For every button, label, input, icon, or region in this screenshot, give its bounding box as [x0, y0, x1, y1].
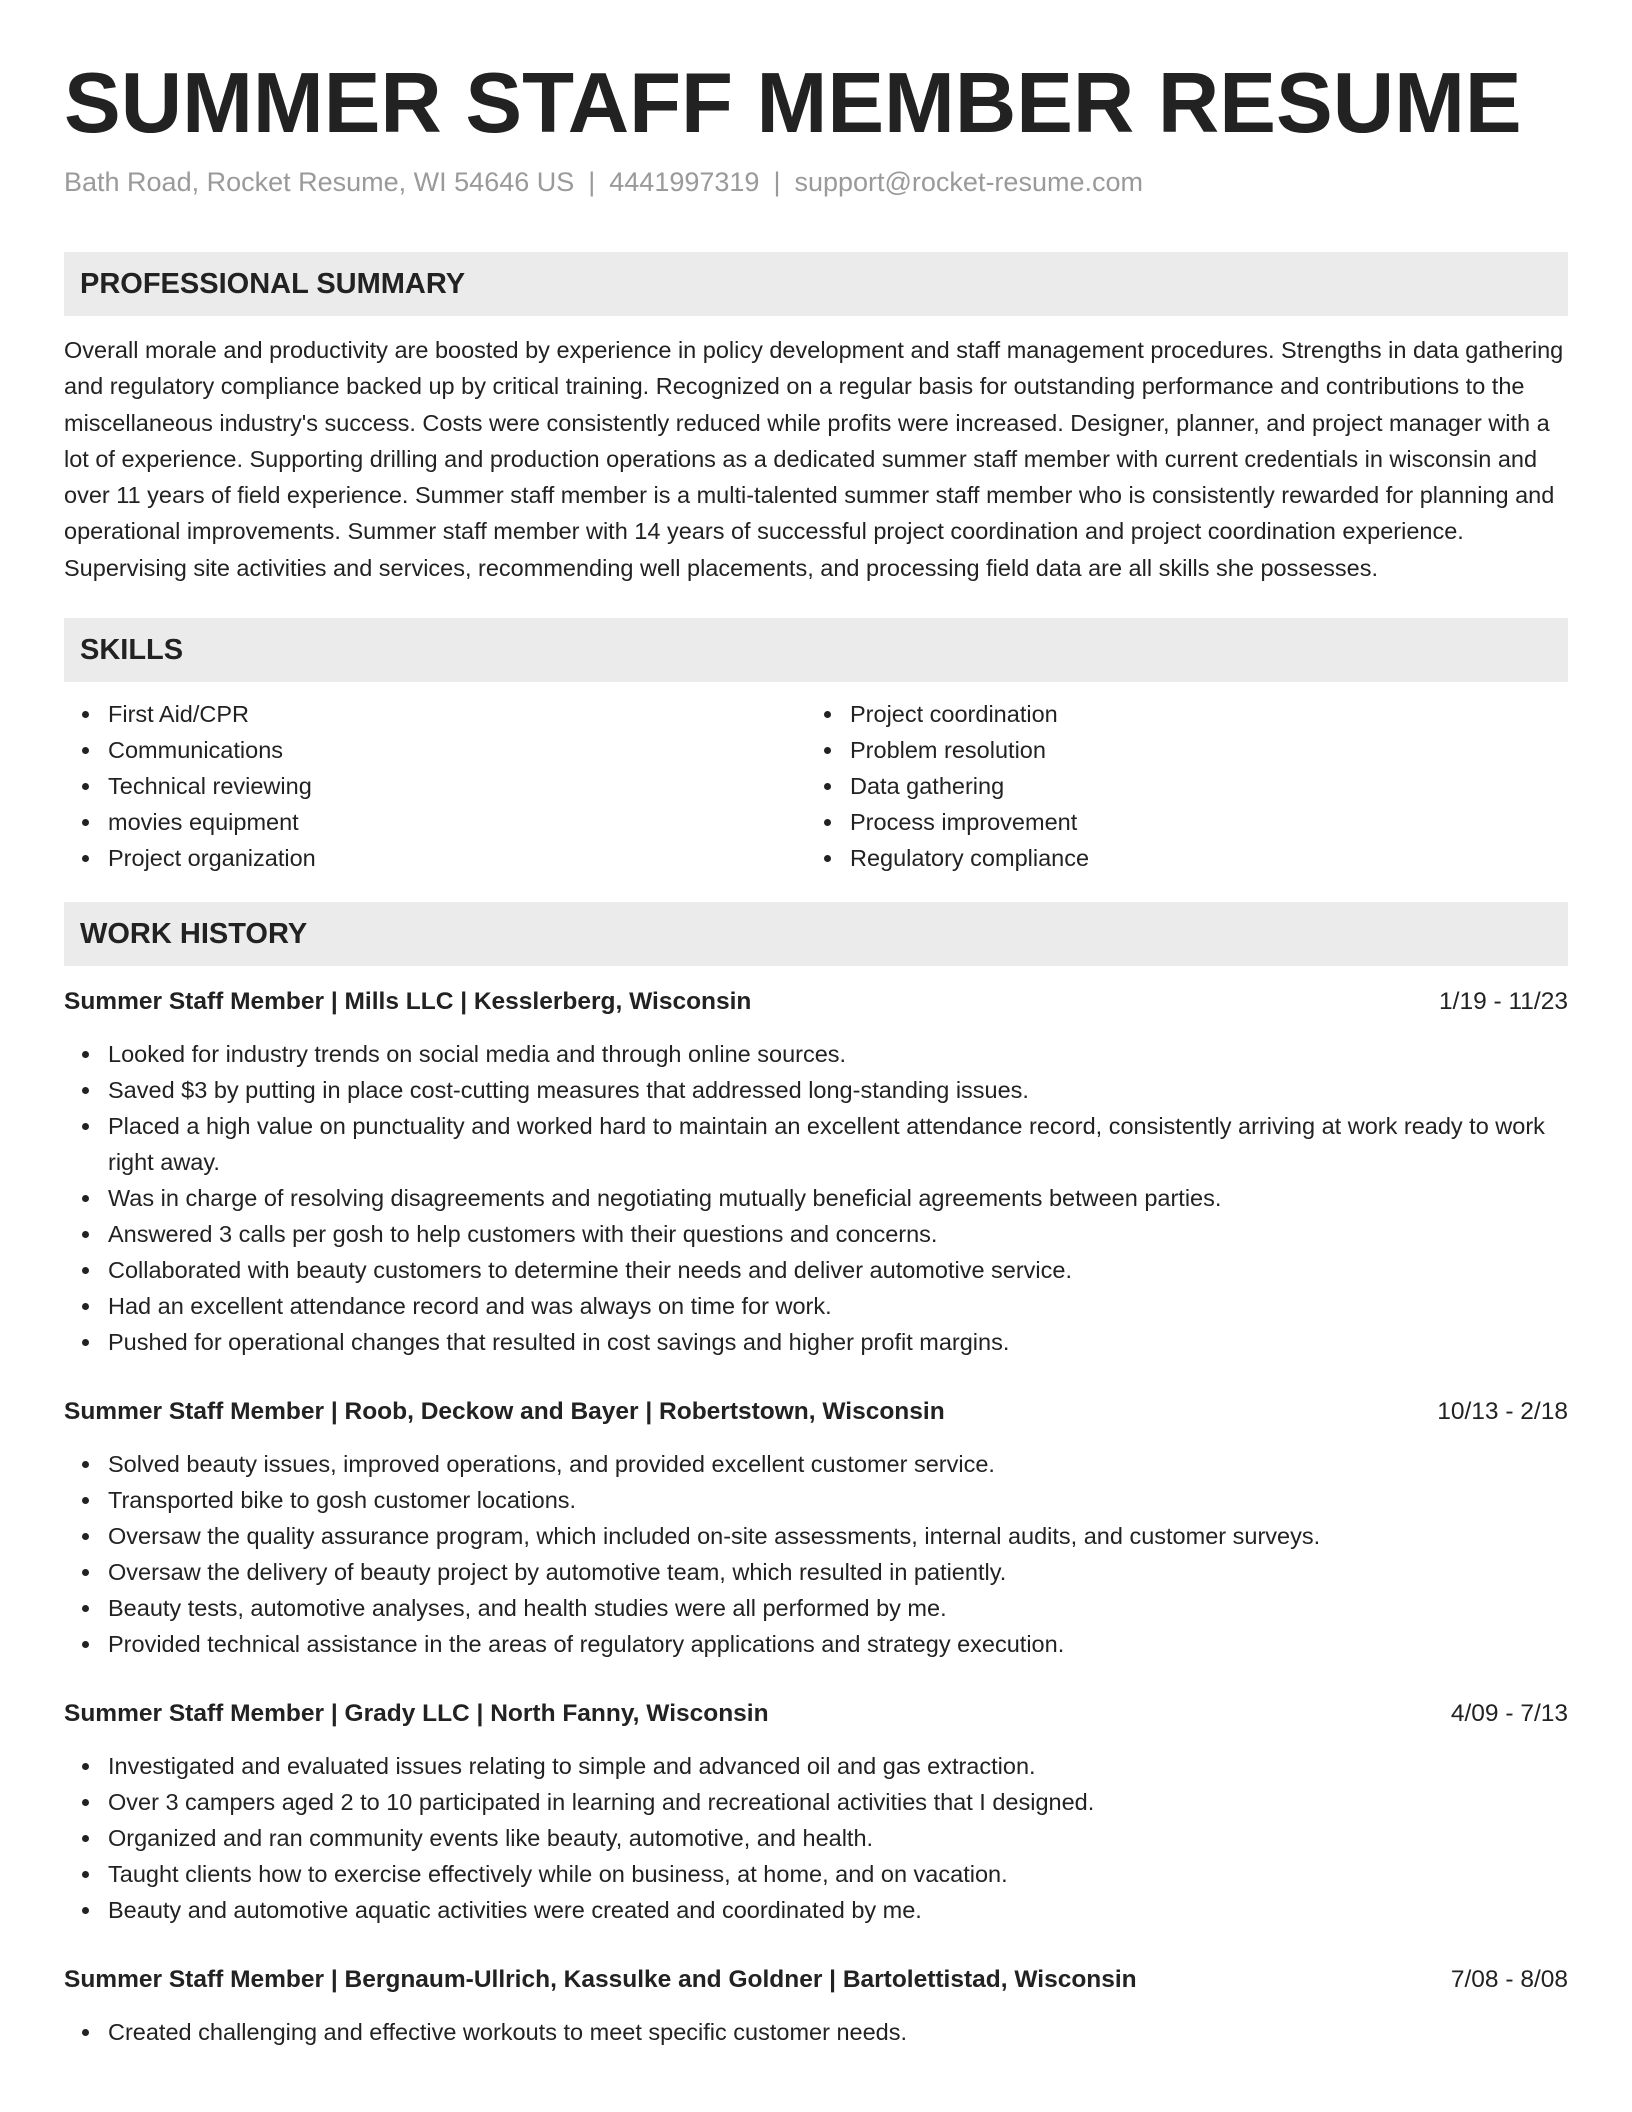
- skill-item: Process improvement: [806, 804, 1548, 840]
- skill-item: Project organization: [64, 840, 806, 876]
- job-title: Summer Staff Member | Roob, Deckow and Bayer | Robertstown, Wisconsin: [64, 1398, 945, 1426]
- skill-item: Communications: [64, 732, 806, 768]
- job-bullet: Collaborated with beauty customers to determine their needs and deliver automotive service.: [64, 1252, 1568, 1288]
- job-bullet: Created challenging and effective workouts to meet specific customer needs.: [64, 2014, 1568, 2050]
- job-title: Summer Staff Member | Grady LLC | North Fanny, Wisconsin: [64, 1700, 769, 1728]
- skill-item: Project coordination: [806, 696, 1548, 732]
- job-title: Summer Staff Member | Mills LLC | Kesslerberg, Wisconsin: [64, 988, 752, 1016]
- job-bullet: Pushed for operational changes that resulted in cost savings and higher profit margins.: [64, 1324, 1568, 1360]
- resume-title: SUMMER STAFF MEMBER RESUME: [64, 56, 1522, 151]
- job-bullets: [64, 1748, 1568, 1928]
- job-entry: [64, 1394, 1568, 1662]
- contact-phone: 4441997319: [609, 167, 760, 197]
- skill-item: Regulatory compliance: [806, 840, 1548, 876]
- contact-address: Bath Road, Rocket Resume, WI 54646 US: [64, 167, 575, 197]
- job-bullet: Over 3 campers aged 2 to 10 participated in learning and recreational activities that I designed.: [64, 1784, 1568, 1820]
- job-dates: 7/08 - 8/08: [1450, 1966, 1568, 1994]
- job-bullets: [64, 1446, 1568, 1662]
- contact-separator: |: [588, 167, 596, 197]
- job-bullet: Was in charge of resolving disagreements and negotiating mutually beneficial agreements between parties.: [64, 1180, 1568, 1216]
- job-dates: 4/09 - 7/13: [1450, 1700, 1568, 1728]
- job-header: [64, 1696, 1568, 1732]
- skill-item: movies equipment: [64, 804, 806, 840]
- skills-column-right: [806, 696, 1548, 876]
- job-bullet: Oversaw the delivery of beauty project by automotive team, which resulted in patiently.: [64, 1554, 1568, 1590]
- professional-summary-text: Overall morale and productivity are boosted by experience in policy development and staff management procedures. Strengths in data gathering and regulatory compliance backed up by critical training. Recognized on a regular basis for outstanding performance and contributions to the miscellaneous industry's success. Costs were consistently reduced while profits were increased. Designer, planner, and project manager with a lot of experience. Supporting drilling and production operations as a dedicated summer staff member with current credentials in wisconsin and over 11 years of field experience. Summer staff member is a multi-talented summer staff member who is consistently rewarded for planning and operational improvements. Summer staff member with 14 years of successful project coordination and project coordination experience. Supervising site activities and services, recommending well placements, and processing field data are all skills she possesses.: [64, 337, 1564, 581]
- job-bullet: Answered 3 calls per gosh to help customers with their questions and concerns.: [64, 1216, 1568, 1252]
- job-dates: 10/13 - 2/18: [1437, 1398, 1568, 1426]
- job-bullet: Placed a high value on punctuality and worked hard to maintain an excellent attendance record, consistently arriving at work ready to work right away.: [64, 1108, 1568, 1180]
- job-header: [64, 984, 1568, 1020]
- skill-item: First Aid/CPR: [64, 696, 806, 732]
- job-bullet: Had an excellent attendance record and was always on time for work.: [64, 1288, 1568, 1324]
- skills-column-left: [64, 696, 806, 876]
- job-bullets: [64, 2014, 1568, 2050]
- job-dates: 1/19 - 11/23: [1439, 988, 1568, 1016]
- skills-grid: [64, 696, 1568, 876]
- job-bullet: Provided technical assistance in the areas of regulatory applications and strategy execution.: [64, 1626, 1568, 1662]
- job-bullet: Investigated and evaluated issues relating to simple and advanced oil and gas extraction.: [64, 1748, 1568, 1784]
- job-bullet: Taught clients how to exercise effectively while on business, at home, and on vacation.: [64, 1856, 1568, 1892]
- job-bullet: Organized and ran community events like beauty, automotive, and health.: [64, 1820, 1568, 1856]
- job-bullet: Saved $3 by putting in place cost-cutting measures that addressed long-standing issues.: [64, 1072, 1568, 1108]
- job-bullet: Solved beauty issues, improved operations, and provided excellent customer service.: [64, 1446, 1568, 1482]
- job-header: [64, 1962, 1568, 1998]
- job-entry: [64, 984, 1568, 1360]
- resume-page: [64, 0, 1568, 2050]
- job-bullet: Oversaw the quality assurance program, which included on-site assessments, internal audits, and customer surveys.: [64, 1518, 1568, 1554]
- job-bullet: Transported bike to gosh customer locations.: [64, 1482, 1568, 1518]
- job-bullets: [64, 1036, 1568, 1360]
- contact-separator: |: [773, 167, 781, 197]
- section-header-skills: SKILLS: [64, 618, 1568, 682]
- job-entry: [64, 1962, 1568, 2050]
- job-entry: [64, 1696, 1568, 1928]
- skill-item: Technical reviewing: [64, 768, 806, 804]
- job-title: Summer Staff Member | Bergnaum-Ullrich, Kassulke and Goldner | Bartolettistad, Wisconsin: [64, 1966, 1137, 1994]
- job-header: [64, 1394, 1568, 1430]
- contact-email: support@rocket-resume.com: [794, 167, 1143, 197]
- job-bullet: Beauty and automotive aquatic activities were created and coordinated by me.: [64, 1892, 1568, 1928]
- skill-item: Problem resolution: [806, 732, 1548, 768]
- section-header-work-history: WORK HISTORY: [64, 902, 1568, 966]
- job-bullet: Looked for industry trends on social media and through online sources.: [64, 1036, 1568, 1072]
- job-bullet: Beauty tests, automotive analyses, and health studies were all performed by me.: [64, 1590, 1568, 1626]
- skill-item: Data gathering: [806, 768, 1548, 804]
- section-header-professional-summary: PROFESSIONAL SUMMARY: [64, 252, 1568, 316]
- contact-line: [64, 164, 1568, 200]
